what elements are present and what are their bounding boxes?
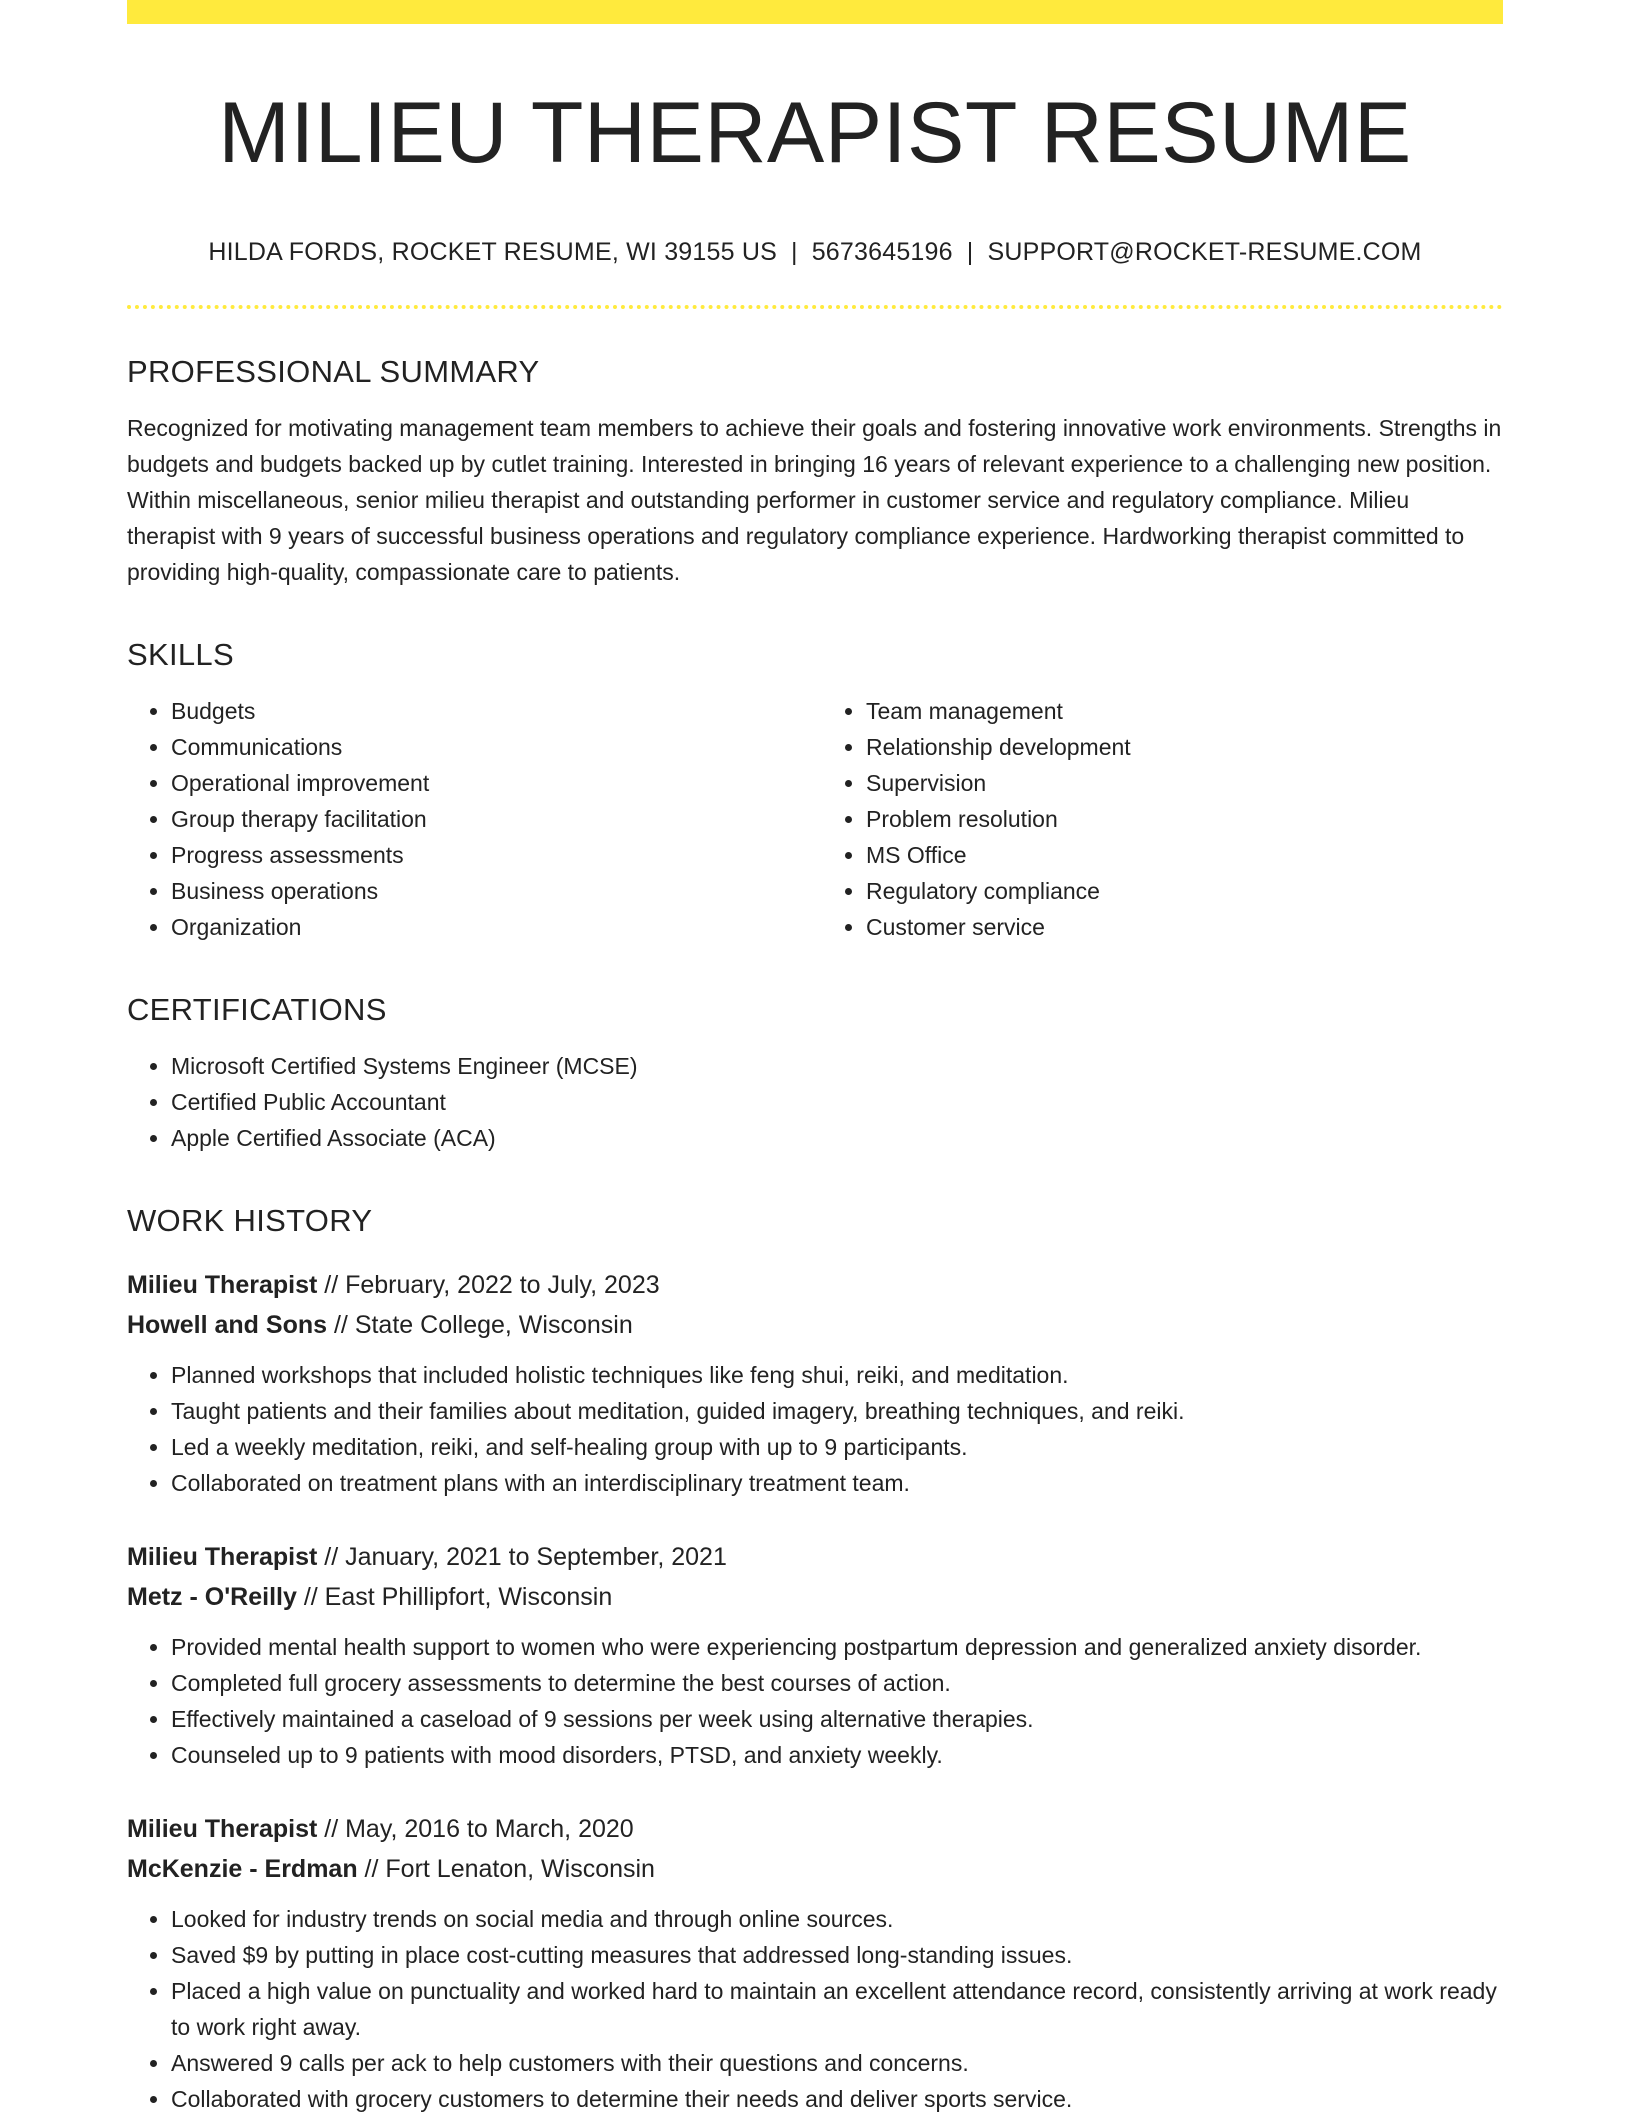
job-company: Metz - O'Reilly xyxy=(127,1583,297,1612)
job-location: // East Phillipfort, Wisconsin xyxy=(296,1583,613,1612)
skill-item: • Organization xyxy=(171,909,815,945)
skill-item: • Team management xyxy=(866,693,1503,729)
contact-address: HILDA FORDS, ROCKET RESUME, WI 39155 US xyxy=(208,237,777,266)
resume-title: MILIEU THERAPIST RESUME xyxy=(218,85,1412,181)
accent-top-bar xyxy=(127,0,1503,24)
skills-section xyxy=(127,636,1503,945)
skill-item: • Relationship development xyxy=(866,729,1503,765)
job-company: Howell and Sons xyxy=(127,1311,328,1340)
job-dates: // January, 2021 to September, 2021 xyxy=(317,1543,727,1572)
contact-separator: | xyxy=(791,237,798,266)
job-company-line xyxy=(127,1849,1503,1889)
contact-separator: | xyxy=(966,237,974,266)
skill-item: • Supervision xyxy=(866,765,1503,801)
job-bullet: • Counseled up to 9 patients with mood disorders, PTSD, and anxiety weekly. xyxy=(171,1737,1503,1773)
resume-page xyxy=(127,0,1503,2117)
summary-heading: PROFESSIONAL SUMMARY xyxy=(127,353,540,389)
work-history-section xyxy=(127,1202,1503,2117)
skills-list-left xyxy=(127,693,815,945)
job-title-line xyxy=(127,1537,1503,1577)
job-dates: // February, 2022 to July, 2023 xyxy=(317,1271,660,1300)
certification-item: • Microsoft Certified Systems Engineer (MCSE) xyxy=(171,1048,1503,1084)
job-bullets xyxy=(127,1629,1503,1773)
skill-item: • Customer service xyxy=(866,909,1503,945)
job-company-line xyxy=(127,1577,1503,1617)
job-bullet: • Led a weekly meditation, reiki, and self-healing group with up to 9 participants. xyxy=(171,1429,1503,1465)
job-bullets xyxy=(127,1357,1503,1501)
certification-item: • Certified Public Accountant xyxy=(171,1084,1503,1120)
job-location: // Fort Lenaton, Wisconsin xyxy=(357,1855,655,1884)
job-bullet: • Collaborated on treatment plans with an interdisciplinary treatment team. xyxy=(171,1465,1503,1501)
job-entry xyxy=(127,1809,1503,2117)
work-history-heading: WORK HISTORY xyxy=(127,1203,373,1239)
skills-heading: SKILLS xyxy=(127,636,234,672)
contact-line xyxy=(127,237,1503,267)
job-location: // State College, Wisconsin xyxy=(327,1311,633,1340)
job-title-line xyxy=(127,1809,1503,1849)
job-bullet: • Placed a high value on punctuality and worked hard to maintain an excellent attendance record, consistently arriving at work ready to work right away. xyxy=(171,1973,1503,2045)
skill-item: • Operational improvement xyxy=(171,765,815,801)
job-bullet: • Saved $9 by putting in place cost-cutting measures that addressed long-standing issues. xyxy=(171,1937,1503,1973)
job-bullet: • Taught patients and their families about meditation, guided imagery, breathing techniques, and reiki. xyxy=(171,1393,1503,1429)
skill-item: • Budgets xyxy=(171,693,815,729)
job-company-line xyxy=(127,1305,1503,1345)
job-title-line xyxy=(127,1265,1503,1305)
job-entry xyxy=(127,1265,1503,1501)
job-bullet: • Answered 9 calls per ack to help customers with their questions and concerns. xyxy=(171,2045,1503,2081)
job-bullet: • Completed full grocery assessments to determine the best courses of action. xyxy=(171,1665,1503,1701)
certifications-section xyxy=(127,991,1503,1156)
certification-item: • Apple Certified Associate (ACA) xyxy=(171,1120,1503,1156)
job-bullet: • Provided mental health support to women who were experiencing postpartum depression and generalized anxiety disorder. xyxy=(171,1629,1503,1665)
job-bullet: • Collaborated with grocery customers to determine their needs and deliver sports service. xyxy=(171,2081,1503,2117)
skill-item: • Progress assessments xyxy=(171,837,815,873)
job-company: McKenzie - Erdman xyxy=(127,1855,358,1884)
job-bullet: • Planned workshops that included holistic techniques like feng shui, reiki, and meditation. xyxy=(171,1357,1503,1393)
contact-email: SUPPORT@ROCKET-RESUME.COM xyxy=(987,237,1422,266)
job-title: Milieu Therapist xyxy=(127,1543,318,1572)
skills-grid xyxy=(127,673,1503,945)
skill-item: • MS Office xyxy=(866,837,1503,873)
contact-phone: 5673645196 xyxy=(811,237,953,266)
skill-item: • Regulatory compliance xyxy=(866,873,1503,909)
skill-item: • Business operations xyxy=(171,873,815,909)
job-title: Milieu Therapist xyxy=(127,1815,318,1844)
job-bullets xyxy=(127,1901,1503,2117)
job-title: Milieu Therapist xyxy=(127,1271,318,1300)
skill-item: • Problem resolution xyxy=(866,801,1503,837)
dotted-divider xyxy=(127,305,1503,309)
certifications-heading: CERTIFICATIONS xyxy=(127,991,387,1027)
certifications-list xyxy=(127,1048,1503,1156)
job-entry xyxy=(127,1537,1503,1773)
skill-item: • Group therapy facilitation xyxy=(171,801,815,837)
skill-item: • Communications xyxy=(171,729,815,765)
professional-summary-section xyxy=(127,353,1503,590)
summary-text: Recognized for motivating management team members to achieve their goals and fostering innovative work environments. Strengths in budgets and budgets backed up by cutlet training. Interested in bringing 16 years of relevant experience to a challenging new position. Within miscellaneous, senior milieu therapist and outstanding performer in customer service and regulatory compliance. Milieu therapist with 9 years of successful business operations and regulatory compliance experience. Hardworking therapist committed to providing high-quality, compassionate care to patients. xyxy=(127,414,1502,585)
job-bullet: • Effectively maintained a caseload of 9 sessions per week using alternative therapies. xyxy=(171,1701,1503,1737)
job-bullet: • Looked for industry trends on social media and through online sources. xyxy=(171,1901,1503,1937)
skills-list-right xyxy=(815,693,1503,945)
job-dates: // May, 2016 to March, 2020 xyxy=(317,1815,634,1844)
